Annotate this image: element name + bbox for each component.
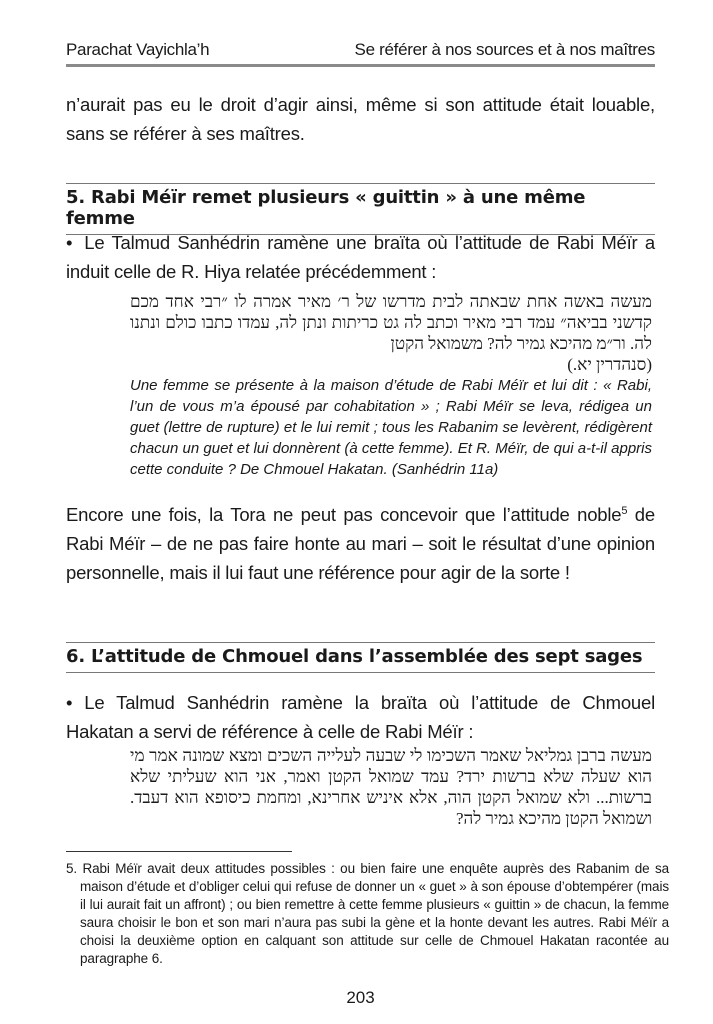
section-6-bullet-text: Le Talmud Sanhédrin ramène la braïta où l’attitude de Chmouel Hakatan a servi de référence à celle de Rabi Méïr :: [66, 692, 655, 742]
section-6-hebrew-quote: מעשה ברבן גמליאל שאמר השכימו לי שבעה לעלייה השכים ומצא שמונה אמר מי הוא שעלה שלא ברשות ירד? עמד שמואל הקטן ואמר, אני הוא שעליתי שלא ברשות... ולא שמואל הקטן הוה, אלא איניש אחרינא, ומחמת כיסופא הוא דעבד. ושמואל הקטן מהיכא גמיר לה?: [130, 746, 652, 828]
section-5-quote: [130, 291, 652, 480]
section-5-hebrew-quote: [130, 291, 652, 375]
section-5-bullet-paragraph: [66, 228, 655, 286]
footnote-5: 5. Rabi Méïr avait deux attitudes possibles : ou bien faire une enquête auprès des Rabanim de sa maison d’étude et d’obliger celui qui refuse de donner un « guet » à son épouse d’obtempérer (mais il lui aurait fait un affront) ; ou bien remettre à cette femme plusieurs « guittin » de chacun, la femme saura choisir le bon et son mari n’aura pas subi la gène et la honte devant les autres. Rabi Méïr a choisi la deuxième option en calquant son attitude sur celle de Chmouel Hakatan racontée au paragraphe 6.: [66, 861, 669, 966]
hebrew-source: (סנהדרין יא.): [567, 355, 652, 374]
footnote-separator: [66, 851, 292, 852]
header-chapter: Parachat Vayichla’h: [66, 40, 210, 59]
section-6-bullet-paragraph: [66, 688, 655, 746]
section-6-title: 6. L’attitude de Chmouel dans l’assemblée des sept sages: [66, 642, 655, 673]
header-section: Se référer à nos sources et à nos maîtres: [354, 40, 655, 59]
page-number: 203: [346, 988, 375, 1007]
section-5-title: 5. Rabi Méïr remet plusieurs « guittin » à une même femme: [66, 183, 655, 235]
hebrew-text: מעשה באשה אחת שבאתה לבית מדרשו של ר׳ מאיר אמרה לו ״רבי אחד מכם קדשני בביאה״ עמד רבי מאיר וכתב לה גט כריתות ונתן לה, עמדו כתבו כולם ונתנו לה. ור״מ מהיכא גמיר לה? משמואל הקטן: [130, 292, 652, 353]
section-5-bullet-text: Le Talmud Sanhédrin ramène une braïta où l’attitude de Rabi Méïr a induit celle de R. Hiya relatée précédemment :: [66, 232, 655, 282]
encore-text-1: Encore une fois, la Tora ne peut pas concevoir que l’attitude noble: [66, 504, 622, 525]
footnote-ref-5[interactable]: 5: [621, 504, 628, 517]
section-6-quote: [130, 745, 652, 829]
running-header: [66, 40, 655, 60]
encore-paragraph: [66, 500, 655, 587]
section-5-translation: Une femme se présente à la maison d’étude de Rabi Méïr et lui dit : « Rabi, l’un de vous m’a épousé par cohabitation » ; Rabi Méïr se leva, rédigea un guet (lettre de rupture) et le lui remit ; tous les Rabanim se levèrent, rédigèrent chacun un guet et lui donnèrent (à cette femme). Et R. Méïr, de qui a-t-il appris cette conduite ? De Chmouel Hakatan. (Sanhédrin 11a): [130, 377, 652, 478]
encore-text-2: de Rabi Méïr – de ne pas faire honte au mari – soit le résultat d’une opinion personnelle, mais il lui faut une référence pour agir de la sorte !: [66, 504, 655, 583]
intro-paragraph: n’aurait pas eu le droit d’agir ainsi, même si son attitude était louable, sans se référer à ses maîtres.: [66, 94, 655, 144]
header-rule: [66, 64, 655, 67]
bullet-icon: •: [66, 232, 73, 253]
bullet-icon: •: [66, 692, 73, 713]
